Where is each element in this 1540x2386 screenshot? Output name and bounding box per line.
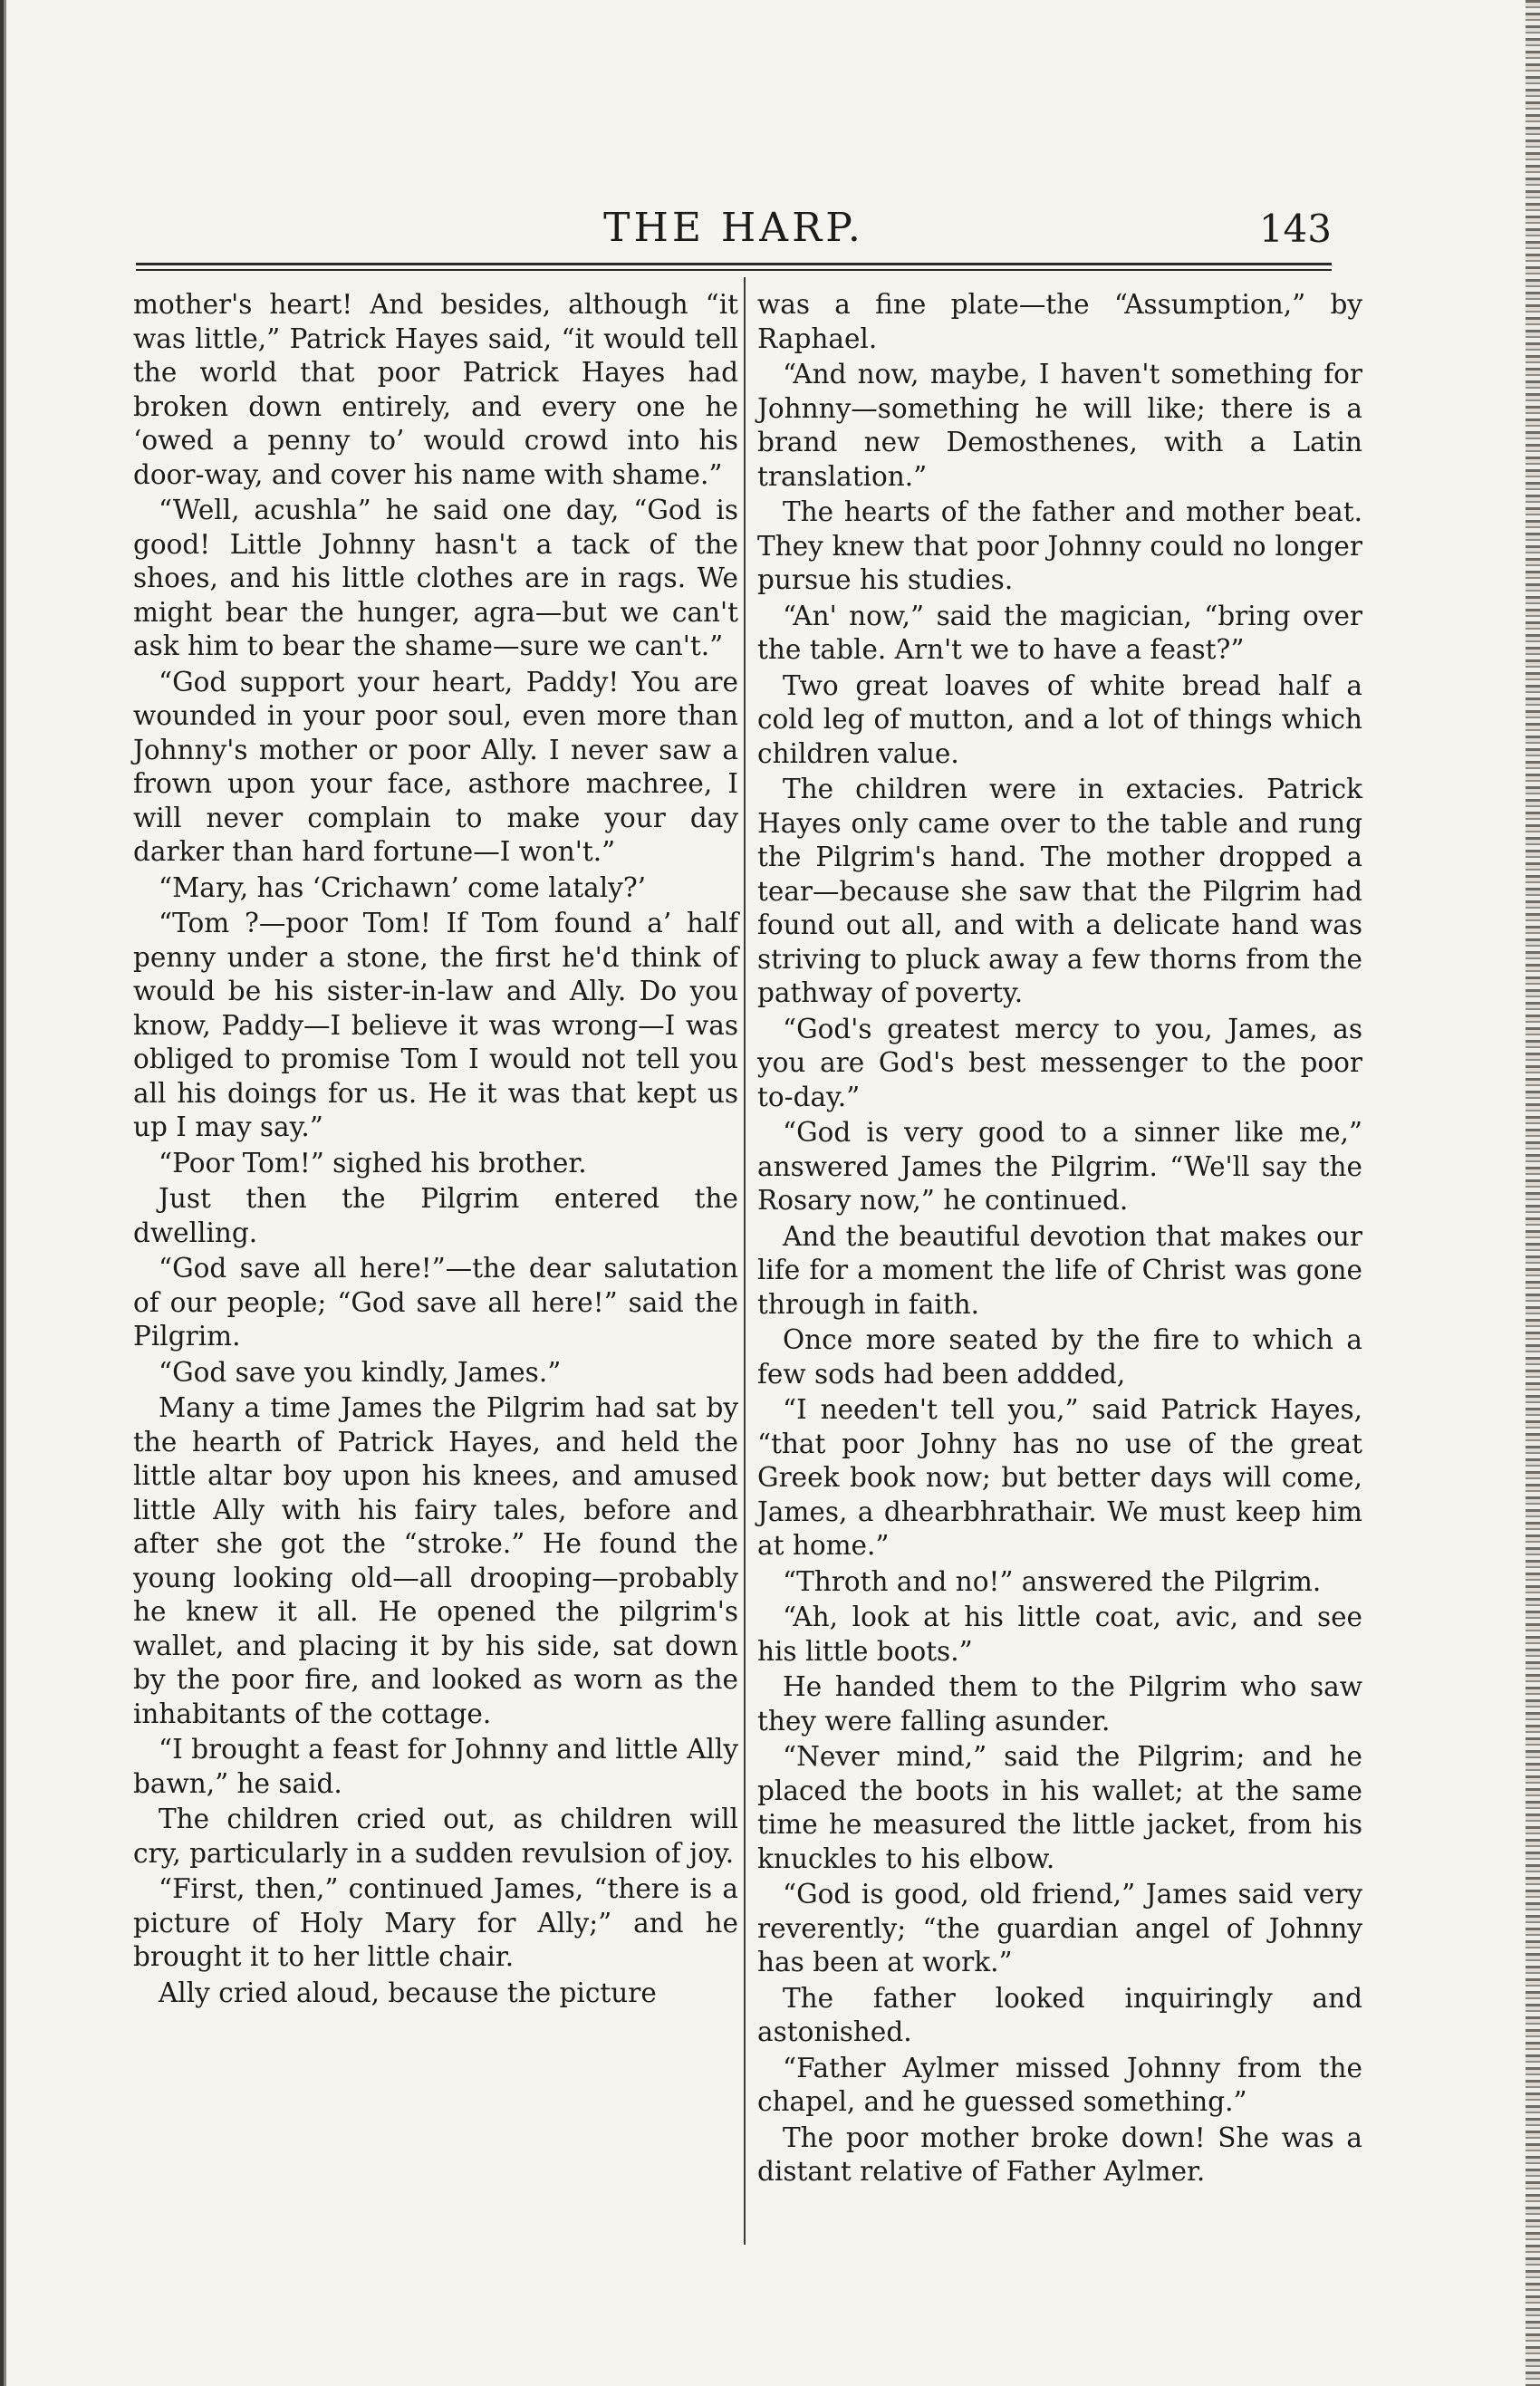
- paragraph: Many a time James the Pilgrim had sat by the hearth of Patrick Hayes, and held the little altar boy upon his knees, and amused little Ally with his fairy tales, before and after she got the “stroke.” He found the young looking old—all drooping—probably he knew it all. He opened the pilgrim's wallet, and placing it by his side, sat down by the poor fire, and looked as worn as the inhabitants of the cottage.: [133, 1392, 738, 1729]
- paragraph: The children were in extacies. Patrick Hayes only came over to the table and rung the Pilgrim's hand. The mother dropped a tear—because she saw that the Pilgrim had found out all, and with a delicate hand was striving to pluck away a few thorns from the pathway of poverty.: [757, 774, 1362, 1008]
- paragraph: The poor mother broke down! She was a distant relative of Father Aylmer.: [757, 2121, 1362, 2187]
- left-column: [133, 288, 738, 2012]
- running-title: THE HARP.: [603, 205, 864, 251]
- paragraph: “And now, maybe, I haven't something for Johnny—something he will like; there is a brand new Demosthenes, with a Latin translation.”: [757, 359, 1362, 492]
- paragraph: Once more seated by the fire to which a few sods had been addded,: [757, 1324, 1362, 1390]
- paragraph: “Well, acushla” he said one day, “God is good! Little Johnny hasn't a tack of the shoes, and his little clothes are in rags. We might bear the hunger, agra—but we can't ask him to bear the shame—sure we can't.”: [133, 495, 738, 661]
- header-rule-thin: [136, 269, 1332, 271]
- paragraph: “Father Aylmer missed Johnny from the chapel, and he guessed something.”: [757, 2052, 1362, 2117]
- paragraph: “An' now,” said the magician, “bring over the table. Arn't we to have a feast?”: [757, 600, 1362, 665]
- paragraph: Just then the Pilgrim entered the dwelling.: [133, 1183, 738, 1248]
- paragraph: The father looked inquiringly and astonished.: [757, 1982, 1362, 2047]
- paragraph: mother's heart! And besides, although “it was little,” Patrick Hayes said, “it would tell the world that poor Patrick Hayes had broken down entirely, and every one he ‘owed a penny to’ would crowd into his door-way, and cover his name with shame.”: [133, 289, 738, 490]
- paragraph: was a fine plate—the “Assumption,” by Raphael.: [757, 289, 1362, 354]
- paragraph: He handed them to the Pilgrim who saw they were falling asunder.: [757, 1671, 1362, 1737]
- paragraph: “I needen't tell you,” said Patrick Hayes, “that poor Johny has no use of the great Greek book now; but better days will come, James, a dhearbhrathair. We must keep him at home.”: [757, 1394, 1362, 1561]
- paragraph: “Ah, look at his little coat, avic, and see his little boots.”: [757, 1602, 1362, 1667]
- paragraph: Ally cried aloud, because the picture: [159, 1977, 657, 2008]
- paragraph: “Never mind,” said the Pilgrim; and he placed the boots in his wallet; at the same time he measured the little jacket, from his knuckles to his elbow.: [757, 1741, 1362, 1874]
- paragraph: “I brought a feast for Johnny and little Ally bawn,” he said.: [133, 1734, 738, 1799]
- paragraph: “Throth and no!” answered the Pilgrim.: [783, 1565, 1322, 1597]
- paragraph: Two great loaves of white bread half a cold leg of mutton, and a lot of things which children value.: [757, 669, 1362, 769]
- paragraph: “God save all here!”—the dear salutation of our people; “God save all here!” said the Pilgrim.: [133, 1253, 738, 1352]
- right-column: [757, 288, 1362, 2191]
- paragraph: “God's greatest mercy to you, James, as you are God's best messenger to the poor to-day.”: [757, 1013, 1362, 1112]
- column-divider: [744, 277, 746, 2245]
- paragraph: “God is good, old friend,” James said very reverently; “the guardian angel of Johnny has been at work.”: [757, 1879, 1362, 1977]
- header-rule-thick: [136, 263, 1332, 265]
- paragraph: “Poor Tom!” sighed his brother.: [159, 1147, 587, 1179]
- paragraph: “First, then,” continued James, “there is a picture of Holy Mary for Ally;” and he brought it to her little chair.: [133, 1873, 738, 1972]
- page-right-edge: [1526, 0, 1540, 2386]
- page-header: [136, 205, 1332, 259]
- paragraph: “God support your heart, Paddy! You are wounded in your poor soul, even more than Johnny's mother or poor Ally. I never saw a frown upon your face, asthore machree, I will never complain to make your day darker than hard fortune—I won't.”: [133, 666, 738, 867]
- paragraph: The hearts of the father and mother beat. They knew that poor Johnny could no longer pursue his studies.: [757, 496, 1362, 595]
- paragraph: The children cried out, as children will cry, particularly in a sudden revulsion of joy.: [133, 1804, 738, 1869]
- paragraph: “God is very good to a sinner like me,” answered James the Pilgrim. “We'll say the Rosary now,” he continued.: [757, 1117, 1362, 1216]
- paragraph: “Tom ?—poor Tom! If Tom found a’ half penny under a stone, the first he'd think of would be his sister-in-law and Ally. Do you know, Paddy—I believe it was wrong—I was obliged to promise Tom I would not tell you all his doings for us. He it was that kept us up I may say.”: [133, 908, 738, 1142]
- paragraph: “Mary, has ‘Crichawn’ come lataly?’: [159, 871, 647, 903]
- paragraph: And the beautiful devotion that makes our life for a moment the life of Christ was gone through in faith.: [757, 1220, 1362, 1320]
- page-number: 143: [1258, 207, 1332, 251]
- paragraph: “God save you kindly, James.”: [159, 1356, 562, 1388]
- page-spine-edge: [0, 0, 9, 2386]
